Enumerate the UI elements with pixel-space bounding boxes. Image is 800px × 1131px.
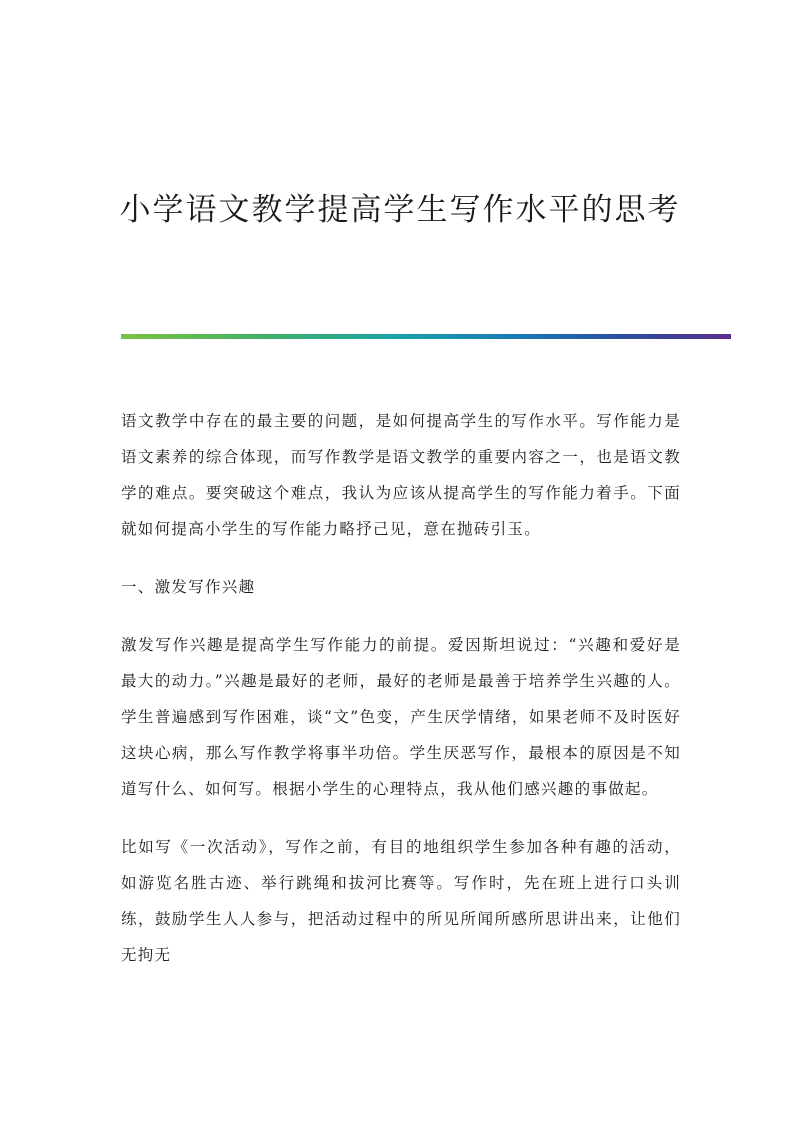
document-body [121, 403, 681, 995]
document-title: 小学语文教学提高学生写作水平的思考 [119, 192, 681, 228]
body-paragraph: 比如写《一次活动》，写作之前，有目的地组织学生参加各种有趣的活动，如游览名胜古迹、举行跳绳和拔河比赛等。写作时，先在班上进行口头训练，鼓励学生人人参与，把活动过程中的所见所闻所感所思讲出来，让他们无拘无 [121, 838, 681, 964]
intro-paragraph: 语文教学中存在的最主要的问题，是如何提高学生的写作水平。写作能力是语文素养的综合体现，而写作教学是语文教学的重要内容之一，也是语文教学的难点。要突破这个难点，我认为应该从提高学生的写作能力着手。下面就如何提高小学生的写作能力略抒己见，意在抛砖引玉。 [121, 412, 681, 538]
section-heading: 一、激发写作兴趣 [121, 578, 256, 596]
body-paragraph: 激发写作兴趣是提高学生写作能力的前提。爱因斯坦说过：“兴趣和爱好是最大的动力。”兴趣是最好的老师，最好的老师是最善于培养学生兴趣的人。学生普遍感到写作困难，谈“文”色变，产生厌学情绪，如果老师不及时医好这块心病，那么写作教学将事半功倍。学生厌恶写作，最根本的原因是不知道写什么、如何写。根据小学生的心理特点，我从他们感兴趣的事做起。 [121, 636, 681, 798]
title-divider [121, 334, 731, 339]
